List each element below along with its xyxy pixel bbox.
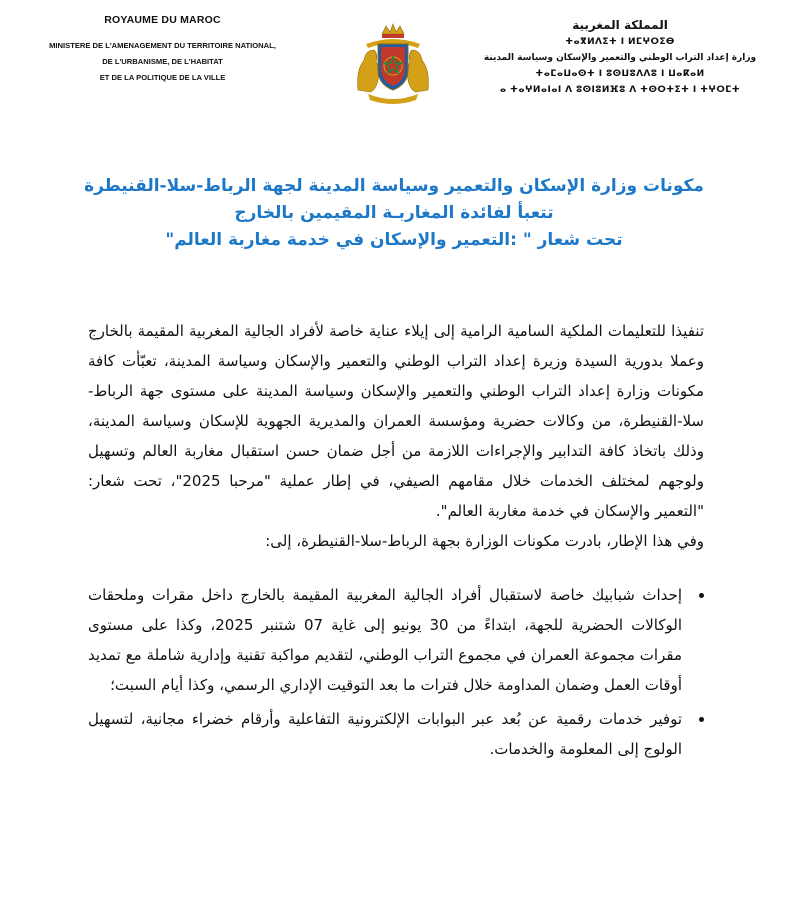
list-item — [88, 704, 704, 764]
document-title — [40, 173, 748, 254]
bullet-icon — [699, 593, 704, 598]
bullet-icon — [699, 717, 704, 722]
royal-emblem-icon — [352, 20, 434, 104]
kingdom-name-french: ROYAUME DU MAROC — [104, 14, 221, 26]
ministry-name-french-line: MINISTERE DE L'AMENAGEMENT DU TERRITOIRE NATIONAL, — [49, 41, 276, 50]
ministry-name-tifinagh-line: ⴰ ⵜⴰⵖⵍⴰⵏⴰⵏ ⴷ ⵓⵙⵏⵓⵍⴼⵓ ⴷ ⵜⵙⵔⵜⵉⵜ ⵏ ⵜⵖⵔⵎⵜ — [499, 85, 741, 95]
intro-line: وفي هذا الإطار، بادرت مكونات الوزارة بجهة الرباط-سلا-القنيطرة، إلى: — [265, 532, 704, 550]
ministry-name-tifinagh-line: ⵜⴰⵎⴰⵡⴰⵙⵜ ⵏ ⵓⵙⵡⵓⴷⴷⵓ ⵏ ⵡⴰⴽⴰⵍ — [535, 69, 705, 79]
main-paragraph: تنفيذا للتعليمات الملكية السامية الرامية إلى إيلاء عناية خاصة لأفراد الجالية المغربية المقيمة بالخارج وعملا بدورية السيدة وزيرة إعداد التراب الوطني والتعمير والإسكان وسياسة المدينة، تعبّأت كافة مكونات وزارة إعداد التراب الوطني والتعمير والإسكان وسياسة المدينة على مستوى جهة الرباط-سلا-القنيطرة، من وكالات حضرية ومؤسسة العمران والمديرية الجهوية للإسكان وسياسة المدينة، وذلك باتخاذ كافة التدابير والإجراءات اللازمة من أجل ضمان حسن استقبال مغاربة العالم وتسهيل ولوجهم لمختلف الخدمات خلال مقامهم الصيفي، في إطار عملية "مرحبا 2025"، تحت شعار: "التعمير والإسكان في خدمة مغاربة العالم". — [88, 322, 704, 520]
ministry-name-french-line: DE L'URBANISME, DE L'HABITAT — [102, 57, 223, 66]
ministry-name-arabic: وزارة إعداد التراب الوطني والتعمير والإسكان وسياسة المدينة — [483, 53, 757, 63]
list-item — [88, 580, 704, 700]
title-line-3: تحت شعار " :التعمير والإسكان في خدمة مغاربة العالم" — [165, 230, 623, 250]
kingdom-name-tifinagh: ⵜⴰⴳⵍⴷⵉⵜ ⵏ ⵍⵎⵖⵔⵉⴱ — [565, 37, 675, 47]
document-body — [88, 316, 704, 768]
letterhead-arabic — [470, 16, 770, 98]
kingdom-name-arabic: المملكة المغربية — [572, 18, 668, 32]
ministry-name-french-line: ET DE LA POLITIQUE DE LA VILLE — [99, 73, 226, 82]
title-line-1: مكونات وزارة الإسكان والتعمير وسياسة المدينة لجهة الرباط-سلا-القنيطرة — [84, 176, 704, 196]
list-item-text: إحداث شبابيك خاصة لاستقبال أفراد الجالية المغربية المقيمة بالخارج داخل مقرات وملحقات الوكالات الحضرية للجهة، ابتداءً من 30 يونيو إلى غاية 07 شتنبر 2025، وكذا على مستوى مقرات مجموعة العمران في مجموع التراب الوطني، لتقديم مواكبة تقنية وإدارية شاملة مع تمديد أوقات العمل وضمان المداومة خلال فترات ما بعد التوقيت الإداري الرسمي، وكذا أيام السبت؛ — [88, 586, 682, 694]
list-item-text: توفير خدمات رقمية عن بُعد عبر البوابات الإلكترونية التفاعلية وأرقام خضراء مجانية، لتسهيل الولوج إلى المعلومة والخدمات. — [88, 710, 682, 758]
title-line-2: تتعبأ لفائدة المغاربـة المقيمين بالخارج — [234, 203, 554, 223]
measures-list — [88, 580, 704, 764]
letterhead-french — [20, 14, 305, 86]
letterhead — [0, 0, 788, 120]
